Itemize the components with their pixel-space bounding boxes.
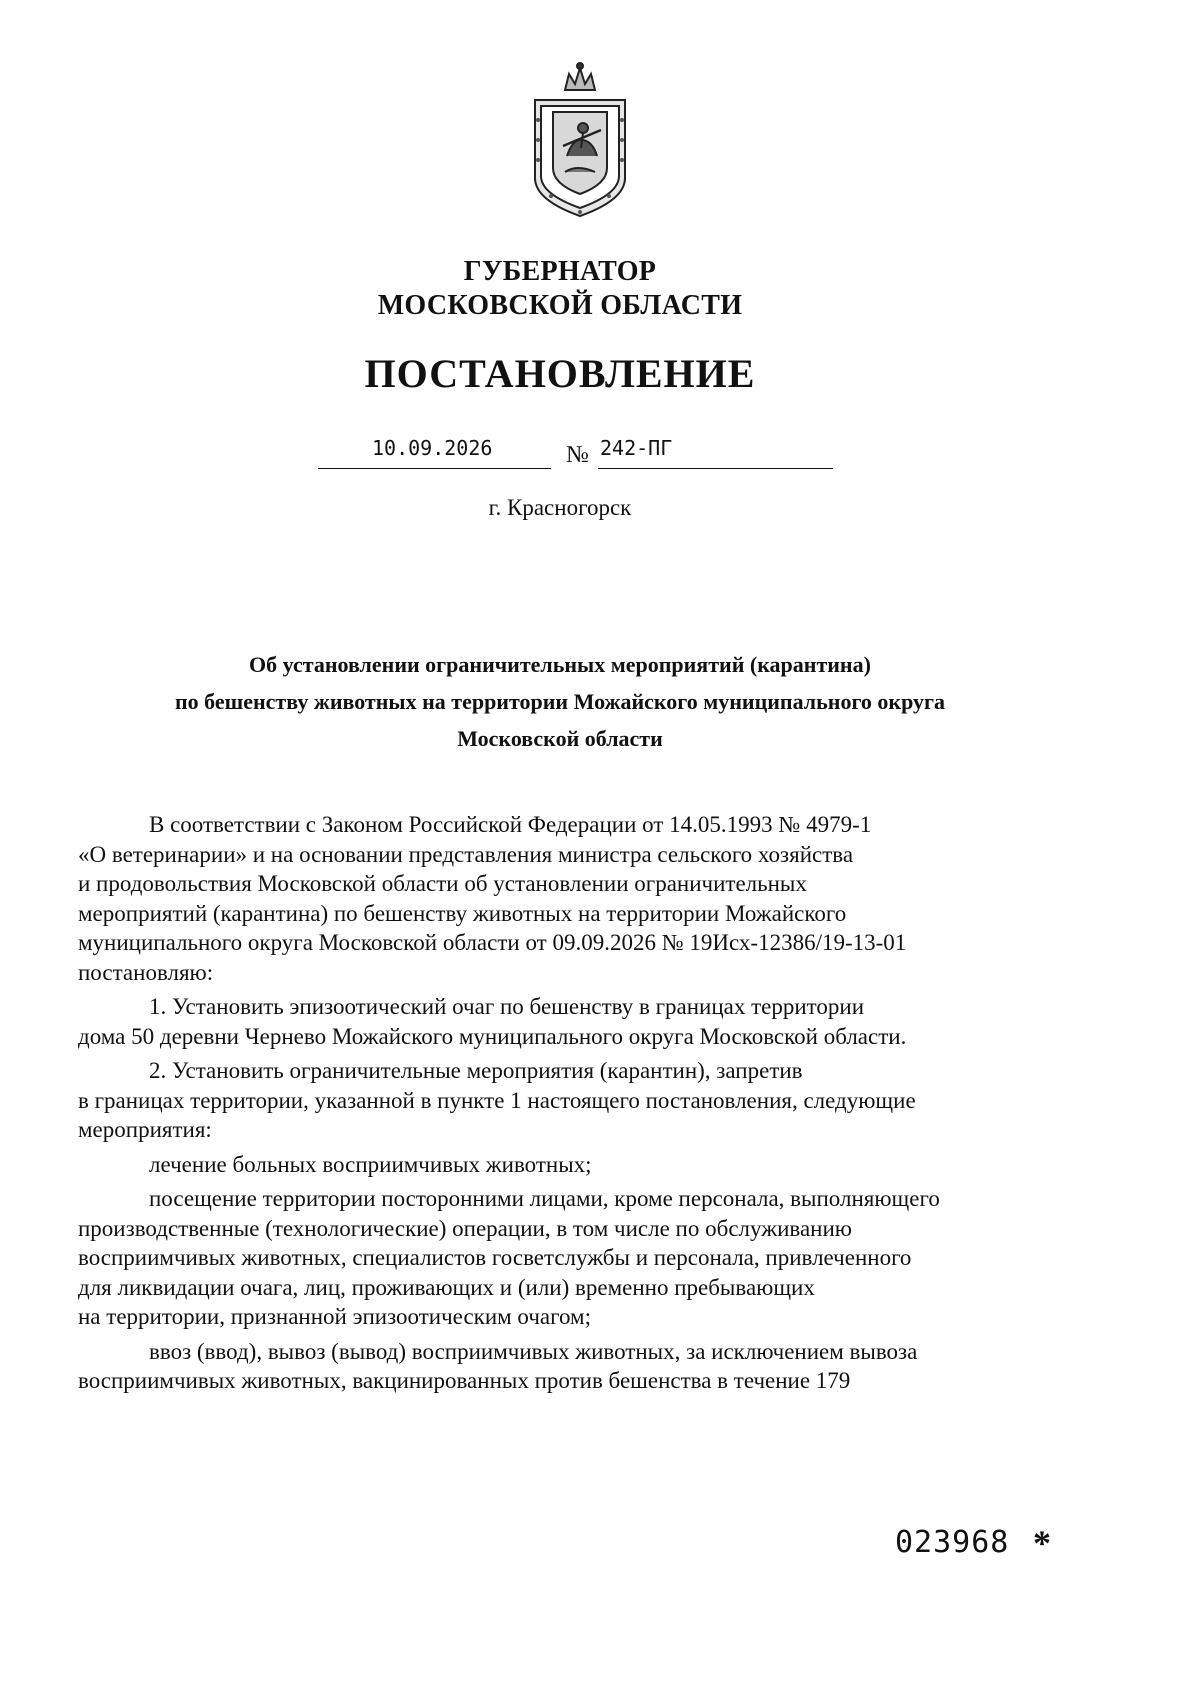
subitem-visits-line: на территории, признанной эпизоотическим очагом; [78,1304,591,1329]
title-line-2: по бешенству животных на территории Можайского муниципального округа [175,689,945,714]
coat-of-arms-emblem [521,60,639,220]
document-number: 242-ПГ [600,436,673,460]
issuer-line-1: ГУБЕРНАТОР [463,256,657,287]
subitem-visits-line: посещение территории посторонними лицами, кроме персонала, выполняющего [149,1186,940,1211]
serial-mark: * [1033,1523,1051,1563]
document-title [0,646,1120,757]
subitem-import-line: восприимчивых животных, вакцинированных против бешенства в течение 179 [78,1368,851,1393]
document-body [78,810,1038,1396]
preamble-line: постановляю: [78,959,214,985]
issuer-heading [0,255,1120,323]
document-type: ПОСТАНОВЛЕНИЕ [364,351,756,396]
number-sign: № [566,442,589,468]
item-2-line: 2. Установить ограничительные мероприятия (карантин), запретив [149,1058,803,1083]
issue-city: г. Красногорск [488,495,632,520]
issuer-line-2: МОСКОВСКОЙ ОБЛАСТИ [377,290,743,321]
subitem-visits-line: производственные (технологические) операции, в том числе по обслуживанию [78,1215,852,1241]
item-2-line: мероприятия: [78,1117,212,1142]
subitem-import-line: ввоз (ввод), вывоз (вывод) восприимчивых животных, за исключением вывоза [149,1338,918,1364]
number-underline [598,468,833,469]
subitem-visits-line: восприимчивых животных, специалистов госветслужбы и персонала, привлеченного [78,1245,912,1270]
serial-number: 023968 [895,1525,1010,1560]
subitem-treatment: лечение больных восприимчивых животных; [149,1151,592,1177]
subitem-visits-line: для ликвидации очага, лиц, проживающих и (или) временно пребывающих [78,1274,815,1300]
date-underline [318,468,551,469]
preamble-line: В соответствии с Законом Российской Федерации от 14.05.1993 № 4979-1 [149,812,872,837]
title-line-3: Московской области [457,726,663,751]
title-line-1: Об установлении ограничительных мероприятий (карантина) [249,652,871,677]
preamble-line: и продовольствия Московской области об установлении ограничительных [78,871,807,896]
preamble-line: муниципального округа Московской области от 09.09.2026 № 19Исх-12386/19-13-01 [78,930,907,955]
preamble-line: «О ветеринарии» и на основании представления министра сельского хозяйства [78,841,854,867]
item-1-line: дома 50 деревни Чернево Можайского муниципального округа Московской области. [78,1023,907,1049]
document-date: 10.09.2026 [372,436,493,460]
item-2-line: в границах территории, указанной в пункте 1 настоящего постановления, следующие [78,1087,916,1113]
item-1-line: 1. Установить эпизоотический очаг по бешенству в границах территории [149,994,865,1019]
preamble-line: мероприятий (карантина) по бешенству животных на территории Можайского [78,900,847,926]
